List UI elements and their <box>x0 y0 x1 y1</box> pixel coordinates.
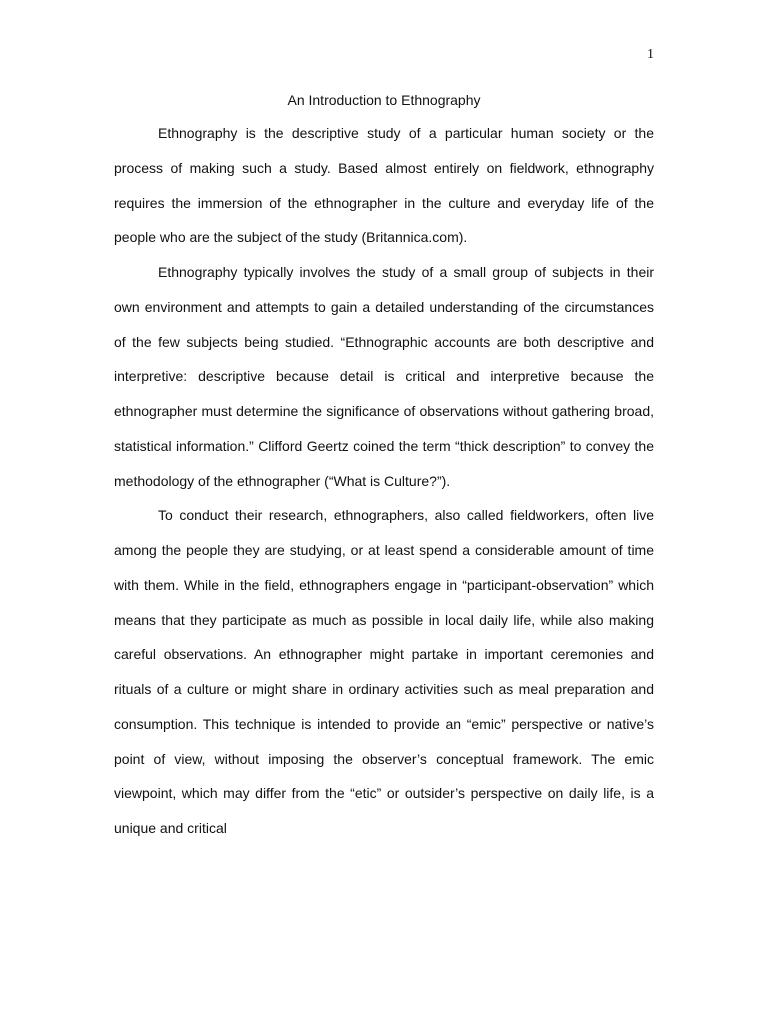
paragraph-1: Ethnography is the descriptive study of a particular human society or the process of making such a study. Based almost entirely on fieldwork, ethnography requires the immersion of the ethnographer in the culture and everyday life of the people who are the subject of the study (Britannica.com). <box>114 125 654 246</box>
document-body <box>114 116 654 846</box>
paragraph-3: To conduct their research, ethnographers, also called fieldworkers, often live among the people they are studying, or at least spend a considerable amount of time with them. While in the field, ethnographers engage in “participant-observation” which means that they participate as much as possible in local daily life, while also making careful observations. An ethnographer might partake in important ceremonies and rituals of a culture or might share in ordinary activities such as meal preparation and consumption. This technique is intended to provide an “emic” perspective or native’s point of view, without imposing the observer’s conceptual framework. The emic viewpoint, which may differ from the “etic” or outsider’s perspective on daily life, is a unique and critical <box>114 507 654 836</box>
page-number: 1 <box>647 47 654 62</box>
paragraph-2: Ethnography typically involves the study of a small group of subjects in their own environment and attempts to gain a detailed understanding of the circumstances of the few subjects being studied. “Ethnographic accounts are both descriptive and interpretive: descriptive because detail is critical and interpretive because the ethnographer must determine the significance of observations without gathering broad, statistical information.” Clifford Geertz coined the term “thick description” to convey the methodology of the ethnographer (“What is Culture?”). <box>114 264 654 489</box>
document-title: An Introduction to Ethnography <box>287 92 481 108</box>
